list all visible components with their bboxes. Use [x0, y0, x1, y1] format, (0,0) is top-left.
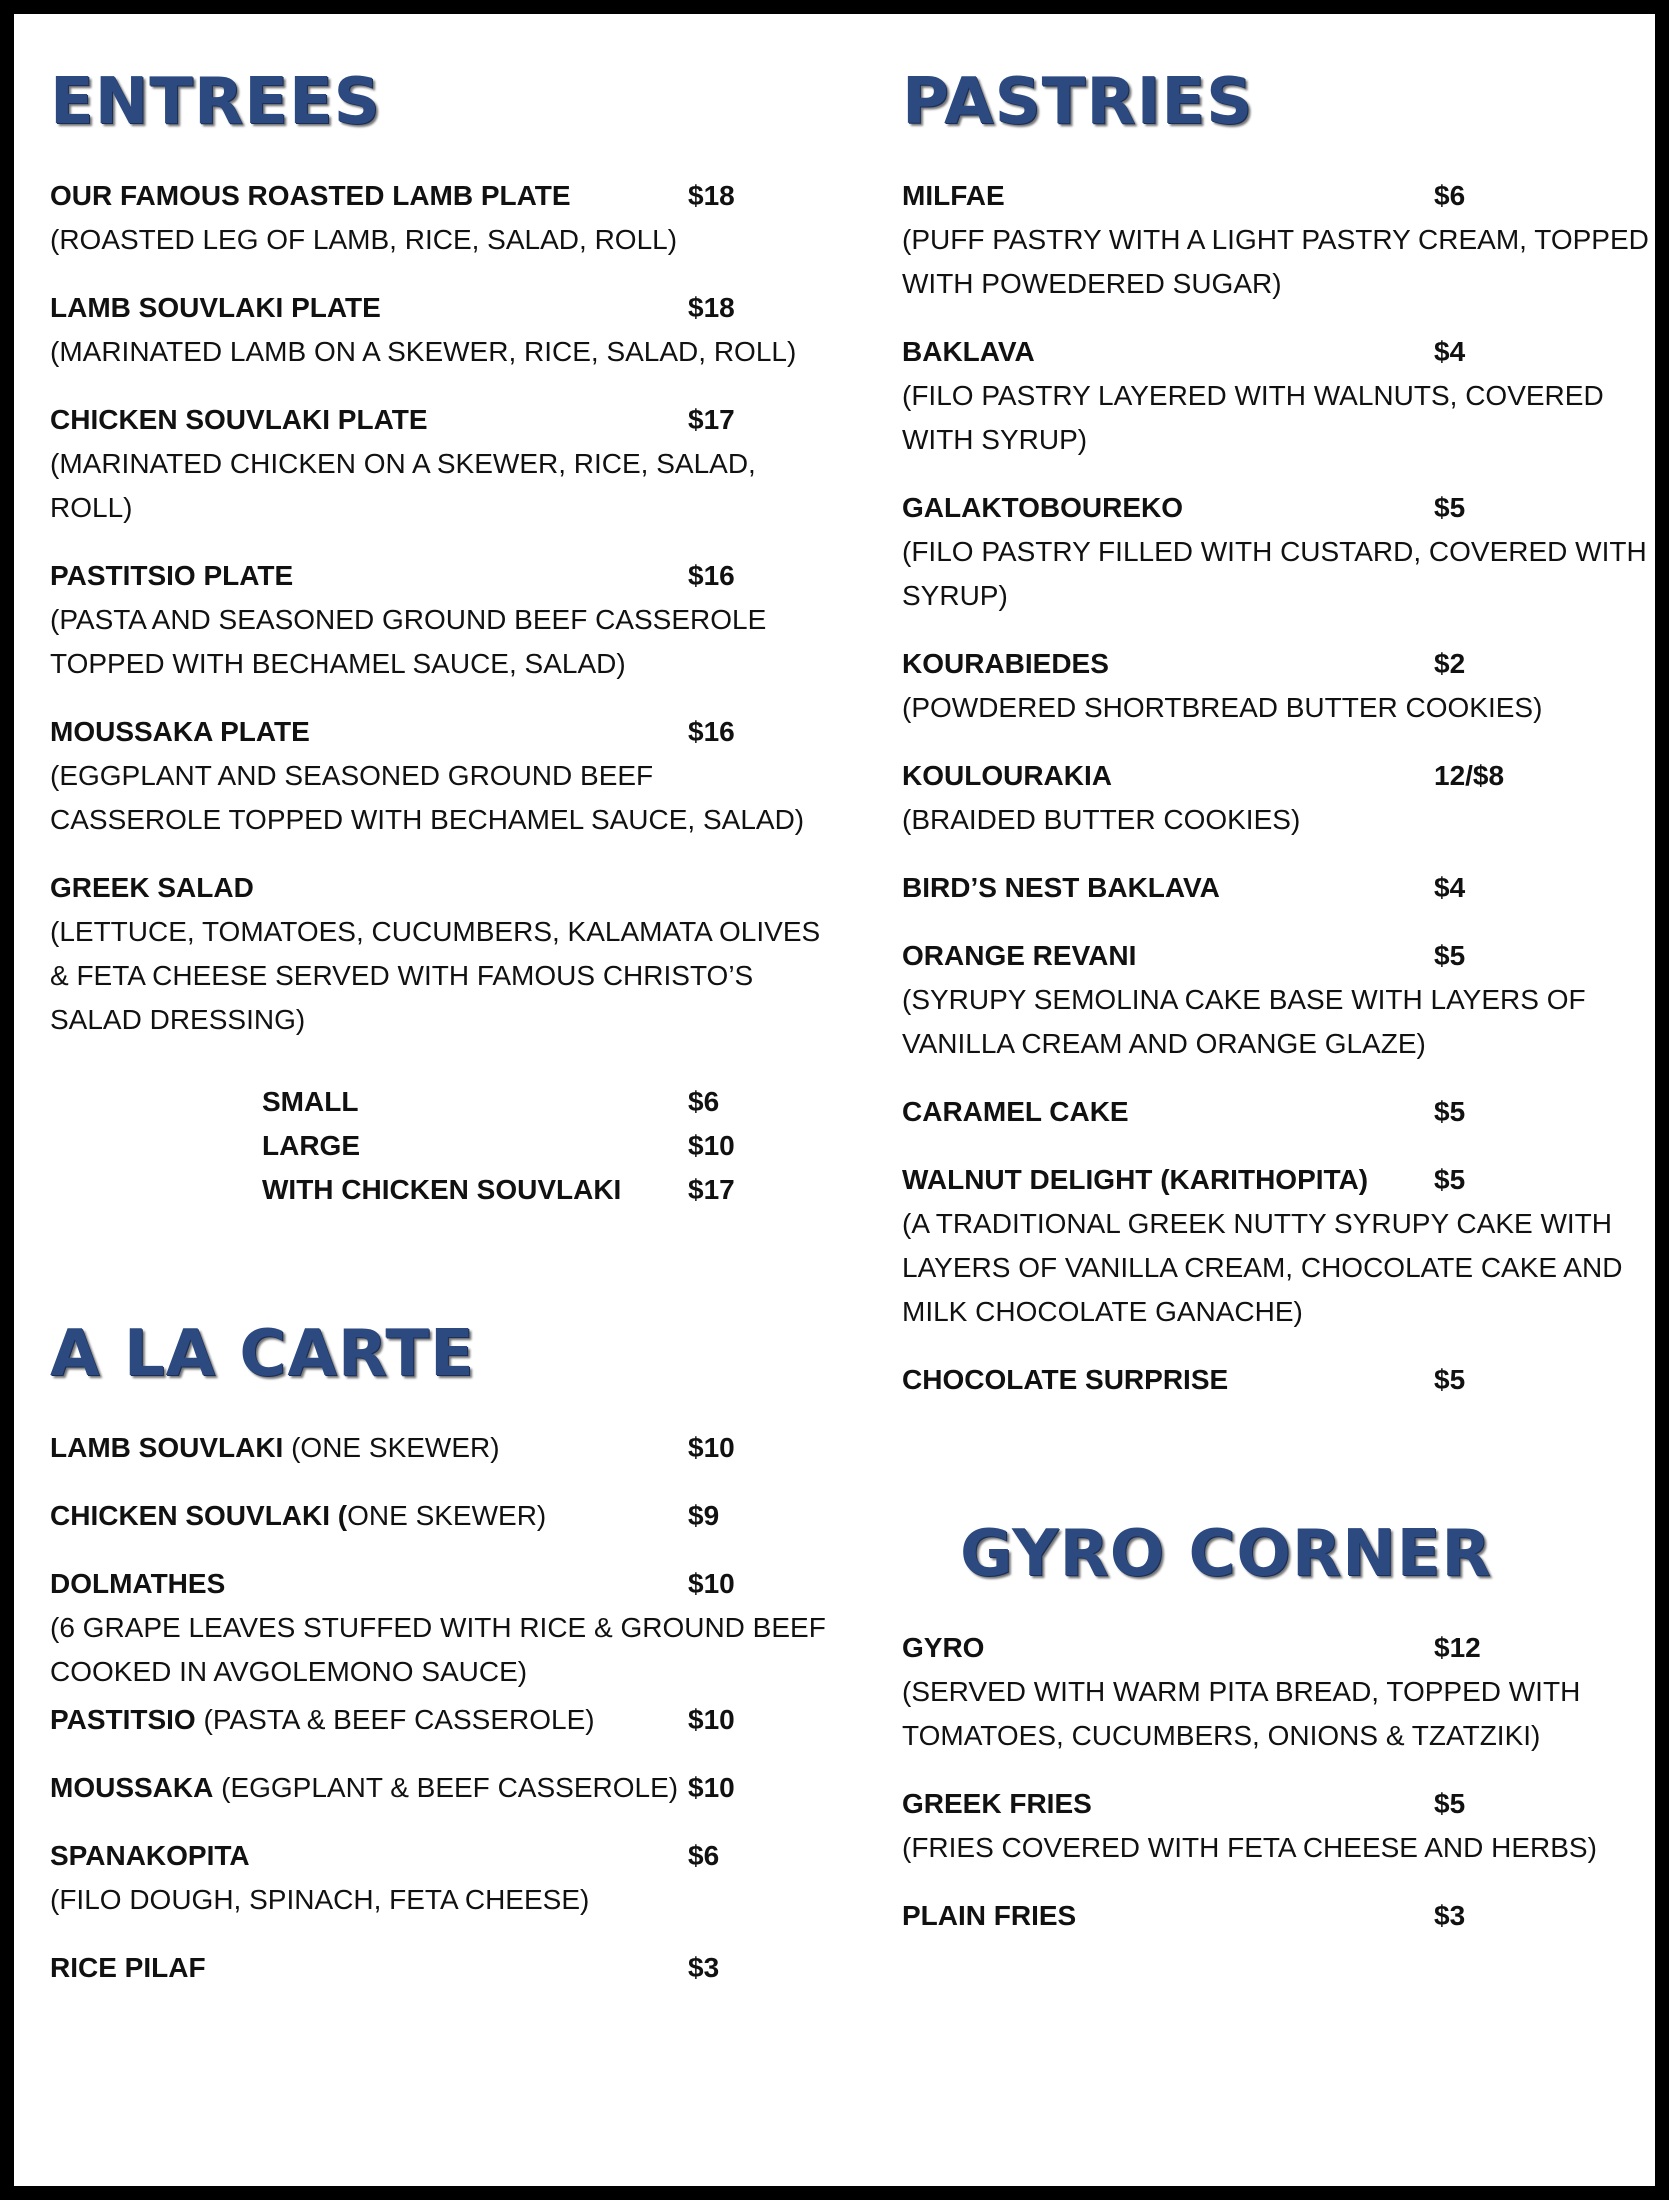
- description-line: (ROASTED LEG OF LAMB, RICE, SALAD, ROLL): [50, 224, 678, 255]
- item-price: $10: [688, 1432, 735, 1463]
- item-name: [50, 554, 293, 598]
- item-name-text: CHICKEN SOUVLAKI (: [50, 1500, 348, 1531]
- item-price: $3: [688, 1952, 720, 1983]
- description-line: (MARINATED LAMB ON A SKEWER, RICE, SALAD, ROLL): [50, 336, 797, 367]
- item-name-text: WALNUT DELIGHT (KARITHOPITA): [902, 1164, 1369, 1195]
- item-name-text: ORANGE REVANI: [902, 940, 1137, 971]
- item-name: [902, 1090, 1129, 1134]
- item-description: [902, 1826, 1597, 1870]
- item-name-text: GALAKTOBOUREKO: [902, 492, 1184, 523]
- item-price: $4: [1434, 336, 1466, 367]
- item-description: [902, 978, 1586, 1066]
- description-line: WITH POWEDERED SUGAR): [902, 268, 1282, 299]
- item-price: 12/$8: [1434, 760, 1505, 791]
- item-name: [50, 1766, 678, 1810]
- item-name-text: CARAMEL CAKE: [902, 1096, 1129, 1127]
- item-name-text: GYRO: [902, 1632, 985, 1663]
- item-name-text: BAKLAVA: [902, 336, 1035, 367]
- item-name: [902, 1894, 1076, 1938]
- item-description: [50, 218, 677, 262]
- item-description: [902, 218, 1649, 306]
- item-name-text: SPANAKOPITA: [50, 1840, 250, 1871]
- item-name-text: DOLMATHES: [50, 1568, 226, 1599]
- description-line: (POWDERED SHORTBREAD BUTTER COOKIES): [902, 692, 1543, 723]
- description-line: (SERVED WITH WARM PITA BREAD, TOPPED WITH: [902, 1676, 1581, 1707]
- salad-size-name: WITH CHICKEN SOUVLAKI: [262, 1174, 622, 1205]
- item-price: $5: [1434, 1164, 1466, 1195]
- item-name-text: PASTITSIO PLATE: [50, 560, 294, 591]
- item-name-text: BIRD’S NEST BAKLAVA: [902, 872, 1220, 903]
- item-price: $5: [1434, 940, 1466, 971]
- item-price: $10: [688, 1568, 735, 1599]
- description-line: VANILLA CREAM AND ORANGE GLAZE): [902, 1028, 1426, 1059]
- description-line: (6 GRAPE LEAVES STUFFED WITH RICE & GROUND BEEF: [50, 1612, 826, 1643]
- item-description: [902, 374, 1604, 462]
- description-line: (LETTUCE, TOMATOES, CUCUMBERS, KALAMATA OLIVES: [50, 916, 821, 947]
- item-name: [50, 866, 254, 910]
- description-line: & FETA CHEESE SERVED WITH FAMOUS CHRISTO’S: [50, 960, 754, 991]
- item-name: [50, 174, 571, 218]
- salad-size-name: LARGE: [262, 1130, 360, 1161]
- item-name-text: GREEK SALAD: [50, 872, 254, 903]
- description-line: TOMATOES, CUCUMBERS, ONIONS & TZATZIKI): [902, 1720, 1541, 1751]
- item-name: [50, 710, 310, 754]
- description-line: COOKED IN AVGOLEMONO SAUCE): [50, 1656, 528, 1687]
- pastries-section: [902, 62, 1649, 1395]
- item-price: $16: [688, 716, 735, 747]
- description-line: (MARINATED CHICKEN ON A SKEWER, RICE, SALAD,: [50, 448, 756, 479]
- item-price: $9: [688, 1500, 720, 1531]
- salad-size-price: $17: [688, 1174, 735, 1205]
- item-price: $18: [688, 180, 735, 211]
- item-price: $5: [1434, 492, 1466, 523]
- item-name: [902, 486, 1183, 530]
- item-name: [902, 1626, 984, 1670]
- item-name-text: LAMB SOUVLAKI PLATE: [50, 292, 381, 323]
- item-price: $6: [1434, 180, 1466, 211]
- item-name: [50, 286, 381, 330]
- item-name-text: RICE PILAF: [50, 1952, 206, 1983]
- item-name-text: CHICKEN SOUVLAKI PLATE: [50, 404, 428, 435]
- item-name: [50, 1494, 546, 1538]
- item-name-text: OUR FAMOUS ROASTED LAMB PLATE: [50, 180, 571, 211]
- item-description: [50, 1606, 826, 1694]
- alacarte-heading: A LA CARTE: [50, 1317, 475, 1391]
- item-name-text: MOUSSAKA: [50, 1772, 214, 1803]
- item-name: [902, 866, 1220, 910]
- item-name-text: KOULOURAKIA: [902, 760, 1112, 791]
- alacarte-section: [50, 1314, 826, 1983]
- item-name: [50, 1946, 206, 1990]
- description-line: (PUFF PASTRY WITH A LIGHT PASTRY CREAM, TOPPED: [902, 224, 1649, 255]
- item-name: [902, 642, 1109, 686]
- description-line: (FILO DOUGH, SPINACH, FETA CHEESE): [50, 1884, 590, 1915]
- item-price: $5: [1434, 1364, 1466, 1395]
- description-line: (PASTA AND SEASONED GROUND BEEF CASSEROLE: [50, 604, 767, 635]
- item-note: ONE SKEWER): [347, 1500, 547, 1531]
- item-description: [902, 798, 1300, 842]
- item-price: $16: [688, 560, 735, 591]
- description-line: (FILO PASTRY LAYERED WITH WALNUTS, COVERED: [902, 380, 1604, 411]
- entrees-heading: ENTREES: [50, 65, 381, 139]
- item-name: [902, 754, 1112, 798]
- item-name-text: MILFAE: [902, 180, 1005, 211]
- gyro-heading: GYRO CORNER: [960, 1517, 1492, 1591]
- description-line: TOPPED WITH BECHAMEL SAUCE, SALAD): [50, 648, 626, 679]
- item-price: $5: [1434, 1096, 1466, 1127]
- item-price: $17: [688, 404, 735, 435]
- item-note: (ONE SKEWER): [283, 1432, 500, 1463]
- item-name: [50, 1426, 500, 1470]
- item-price: $2: [1434, 648, 1466, 679]
- salad-size-price: $10: [688, 1130, 735, 1161]
- item-note: (PASTA & BEEF CASSEROLE): [195, 1704, 595, 1735]
- entrees-section: [50, 62, 821, 1205]
- item-name: [902, 1158, 1368, 1202]
- item-description: [902, 1202, 1622, 1334]
- item-description: [50, 1878, 589, 1922]
- item-description: [902, 686, 1542, 730]
- item-name: [902, 1782, 1092, 1826]
- item-name: [902, 934, 1136, 978]
- item-name: [50, 1834, 250, 1878]
- item-price: $10: [688, 1704, 735, 1735]
- item-price: $12: [1434, 1632, 1481, 1663]
- item-name: [902, 174, 1005, 218]
- item-description: [902, 1670, 1580, 1758]
- description-line: (EGGPLANT AND SEASONED GROUND BEEF: [50, 760, 654, 791]
- item-name-text: LAMB SOUVLAKI: [50, 1432, 284, 1463]
- description-line: (BRAIDED BUTTER COOKIES): [902, 804, 1301, 835]
- item-description: [50, 910, 820, 1042]
- item-price: $6: [688, 1840, 720, 1871]
- item-price: $18: [688, 292, 735, 323]
- description-line: (FILO PASTRY FILLED WITH CUSTARD, COVERED WITH: [902, 536, 1647, 567]
- item-note: (EGGPLANT & BEEF CASSEROLE): [213, 1772, 679, 1803]
- salad-size-price: $6: [688, 1086, 720, 1117]
- description-line: (A TRADITIONAL GREEK NUTTY SYRUPY CAKE WITH: [902, 1208, 1612, 1239]
- description-line: (FRIES COVERED WITH FETA CHEESE AND HERBS): [902, 1832, 1597, 1863]
- pastries-heading: PASTRIES: [902, 65, 1254, 139]
- item-name-text: PLAIN FRIES: [902, 1900, 1077, 1931]
- item-description: [50, 442, 756, 530]
- description-line: MILK CHOCOLATE GANACHE): [902, 1296, 1303, 1327]
- item-name: [50, 1698, 595, 1742]
- item-description: [50, 598, 766, 686]
- description-line: LAYERS OF VANILLA CREAM, CHOCOLATE CAKE AND: [902, 1252, 1623, 1283]
- item-name-text: KOURABIEDES: [902, 648, 1109, 679]
- item-description: [50, 754, 804, 842]
- item-name: [50, 1562, 225, 1606]
- item-price: $4: [1434, 872, 1466, 903]
- salad-size-name: SMALL: [262, 1086, 359, 1117]
- item-description: [50, 330, 796, 374]
- item-name: [902, 1358, 1228, 1402]
- item-name-text: CHOCOLATE SURPRISE: [902, 1364, 1229, 1395]
- item-name-text: MOUSSAKA PLATE: [50, 716, 310, 747]
- item-name-text: PASTITSIO: [50, 1704, 196, 1735]
- description-line: WITH SYRUP): [902, 424, 1088, 455]
- item-price: $10: [688, 1772, 735, 1803]
- item-price: $5: [1434, 1788, 1466, 1819]
- description-line: SALAD DRESSING): [50, 1004, 306, 1035]
- item-description: [902, 530, 1647, 618]
- item-price: $3: [1434, 1900, 1466, 1931]
- description-line: CASSEROLE TOPPED WITH BECHAMEL SAUCE, SALAD): [50, 804, 805, 835]
- description-line: (SYRUPY SEMOLINA CAKE BASE WITH LAYERS OF: [902, 984, 1586, 1015]
- item-name-text: GREEK FRIES: [902, 1788, 1092, 1819]
- gyro-section: [902, 1514, 1642, 1931]
- description-line: ROLL): [50, 492, 133, 523]
- item-name: [50, 398, 428, 442]
- description-line: SYRUP): [902, 580, 1008, 611]
- item-name: [902, 330, 1035, 374]
